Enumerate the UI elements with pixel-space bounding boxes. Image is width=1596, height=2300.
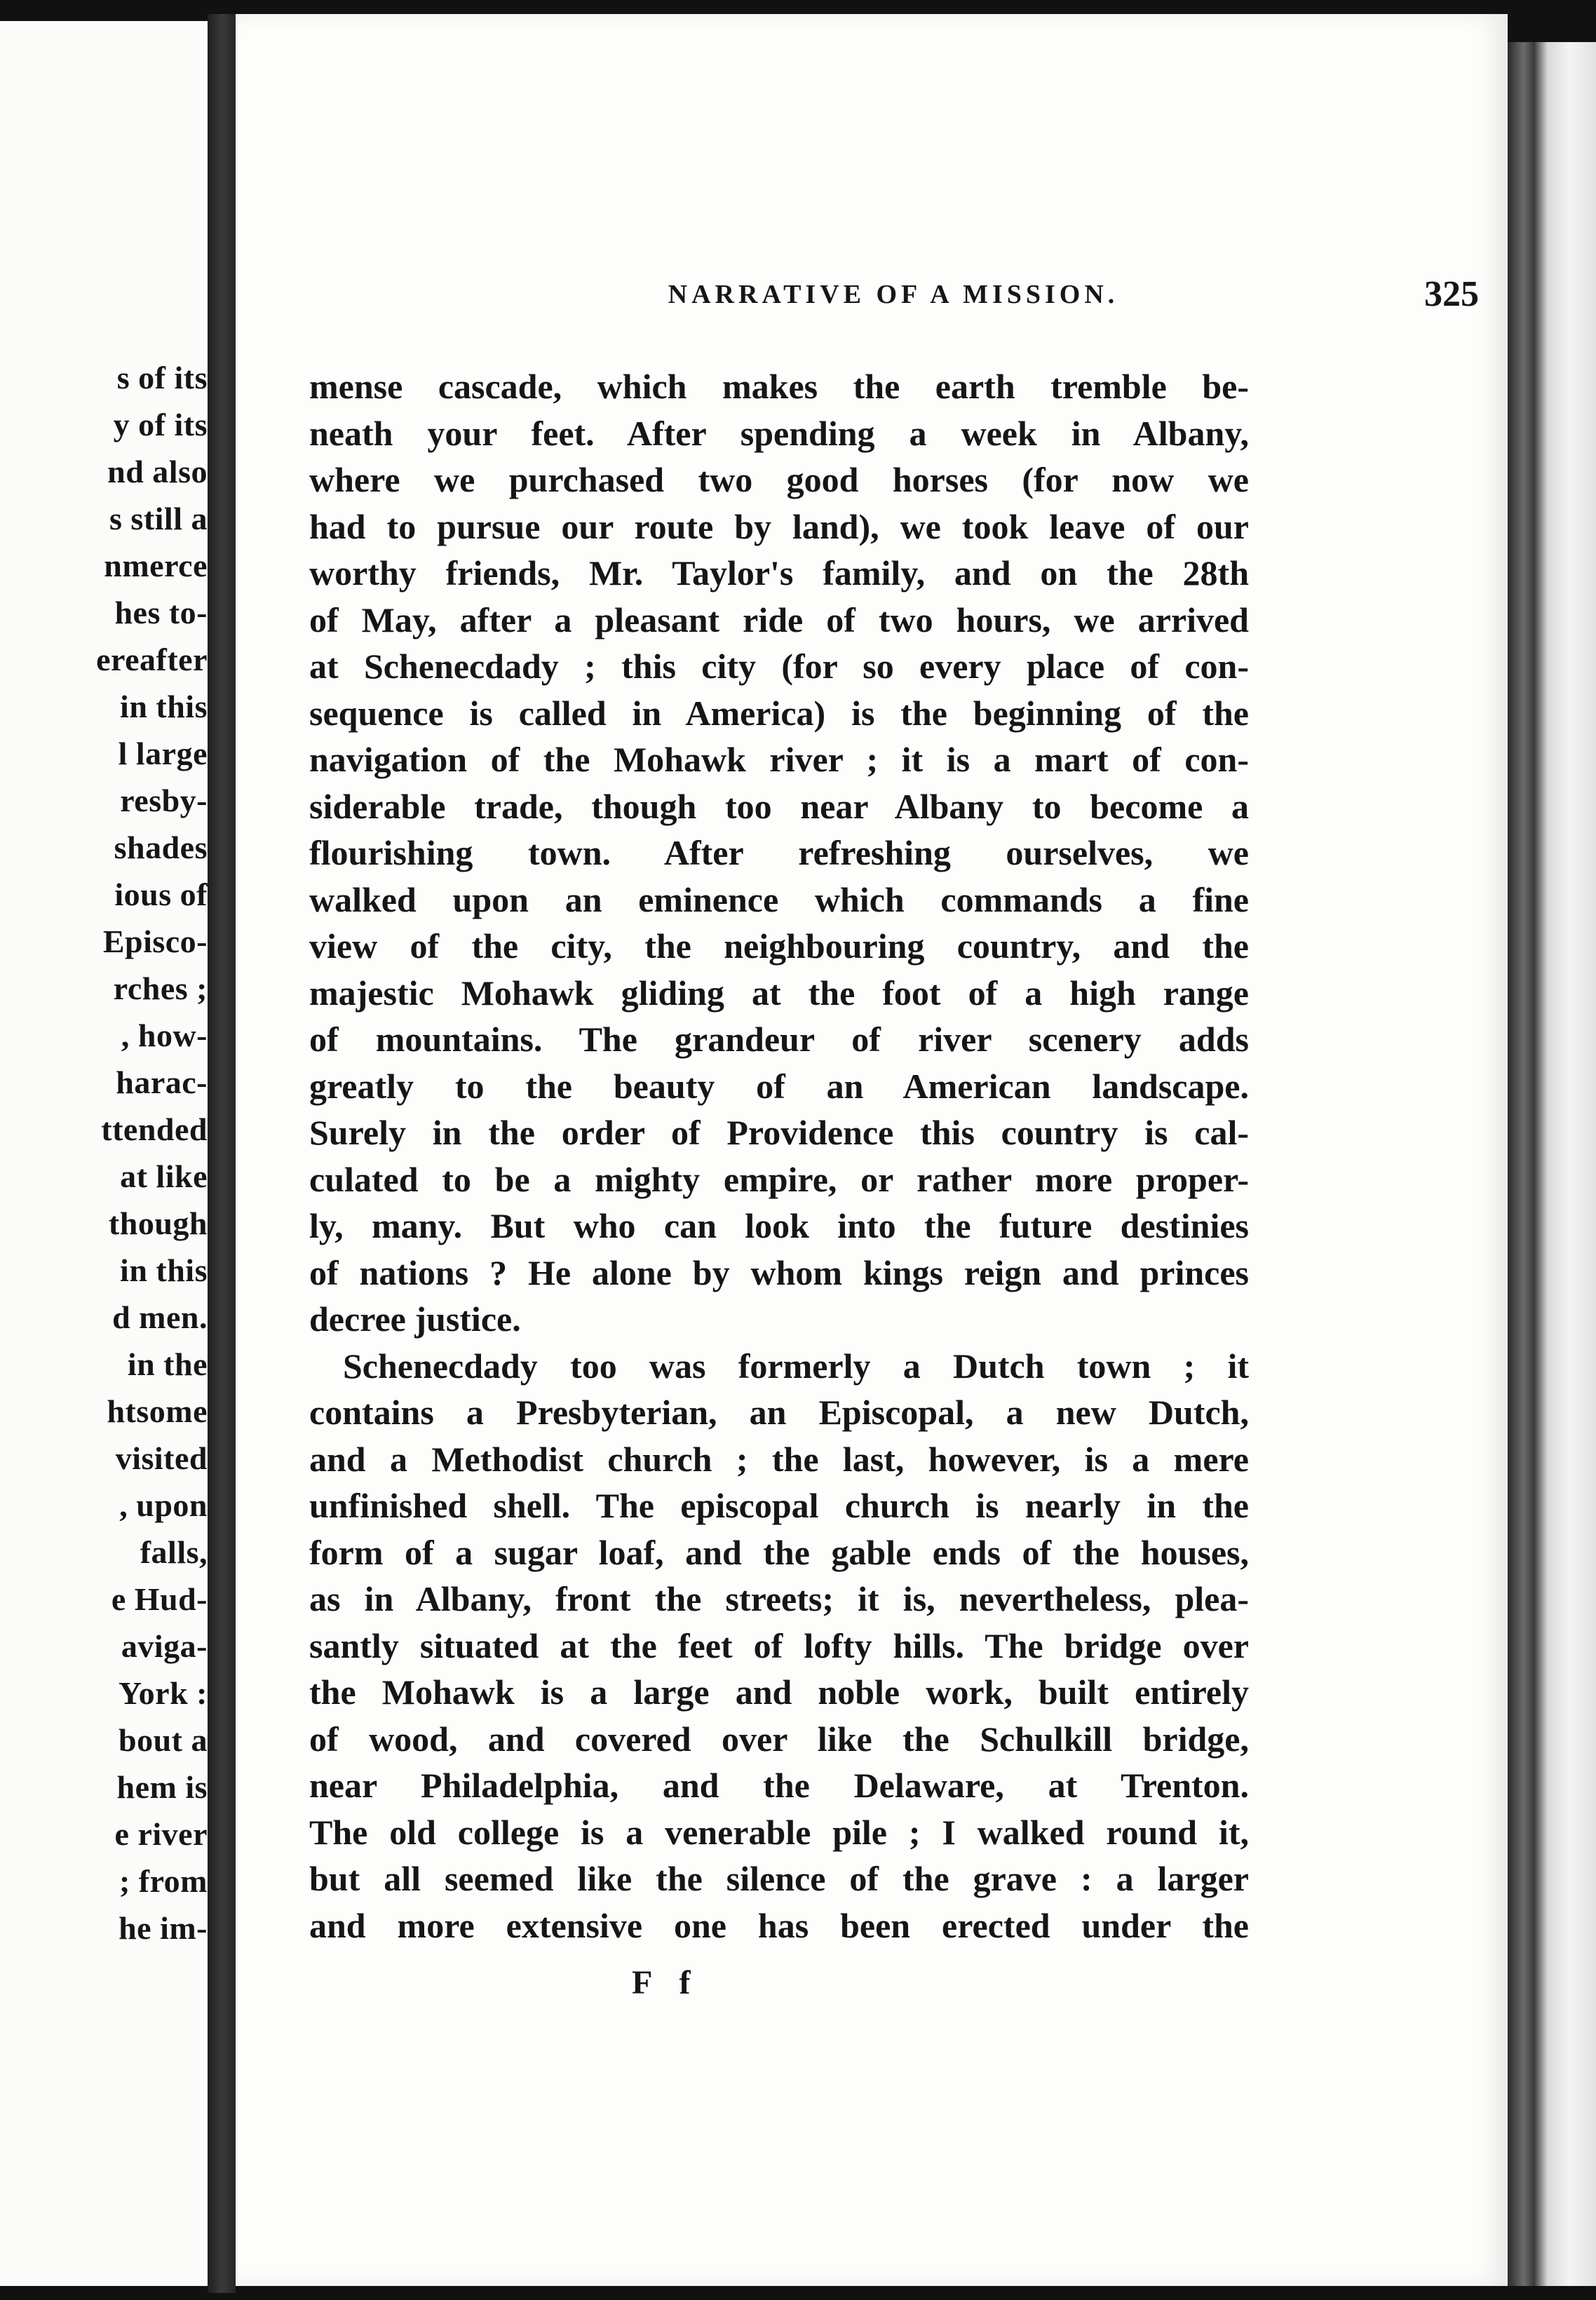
left-line: ereafter	[96, 642, 208, 677]
text-line: culated to be a mighty empire, or rather more proper-	[309, 1159, 1249, 1199]
left-line: Episco-	[102, 924, 208, 959]
left-line: d men.	[112, 1299, 208, 1335]
left-line: ttended	[101, 1111, 208, 1147]
text-line: majestic Mohawk gliding at the foot of a high range	[309, 973, 1249, 1013]
left-line: e Hud-	[111, 1581, 208, 1617]
text-line: decree justice.	[309, 1299, 521, 1339]
left-line: y of its	[113, 407, 208, 442]
left-line: at like	[120, 1158, 208, 1194]
text-line: and a Methodist church ; the last, however, is a mere	[309, 1439, 1249, 1479]
left-line: falls,	[140, 1534, 208, 1570]
page-number: 325	[1424, 274, 1479, 314]
text-line: sequence is called in America) is the beginning of the	[309, 693, 1249, 733]
text-line: at Schenecdady ; this city (for so every place of con-	[309, 647, 1249, 686]
text-line: ly, many. But who can look into the future destinies	[309, 1206, 1249, 1245]
page-edge-stack	[1508, 42, 1596, 2286]
text-line: but all seemed like the silence of the grave : a larger	[309, 1859, 1249, 1898]
text-line: where we purchased two good horses (for now we	[309, 460, 1249, 499]
text-line: walked upon an eminence which commands a fine	[309, 879, 1249, 919]
left-page-fragment	[0, 21, 208, 2286]
text-line: form of a sugar loaf, and the gable ends of the houses,	[309, 1532, 1249, 1572]
running-head: NARRATIVE OF A MISSION.	[668, 280, 1119, 309]
left-line: s still a	[109, 501, 208, 536]
page-header	[508, 270, 1479, 319]
left-line: in this	[120, 1252, 208, 1288]
text-line: contains a Presbyterian, an Episcopal, a new Dutch,	[309, 1393, 1249, 1432]
text-line: and more extensive one has been erected under the	[309, 1905, 1249, 1945]
text-line: The old college is a venerable pile ; I walked round it,	[309, 1812, 1249, 1852]
left-line: htsome	[107, 1393, 208, 1429]
text-line: santly situated at the feet of lofty hills. The bridge over	[309, 1625, 1249, 1665]
text-line: Surely in the order of Providence this country is cal-	[309, 1113, 1249, 1152]
text-line: view of the city, the neighbouring country, and the	[309, 926, 1249, 966]
left-line: bout a	[119, 1722, 208, 1758]
text-line: neath your feet. After spending a week in Albany,	[309, 413, 1249, 453]
left-line: ious of	[114, 877, 208, 912]
text-line: of nations ? He alone by whom kings reign and princes	[309, 1252, 1249, 1292]
left-line: , upon	[119, 1487, 208, 1523]
left-line: nmerce	[104, 548, 208, 583]
left-page-text	[0, 354, 208, 1951]
left-line: s of its	[116, 360, 208, 395]
text-line: worthy friends, Mr. Taylor's family, and on the 28th	[309, 553, 1249, 593]
signature-mark: F f	[632, 1964, 701, 2001]
left-line: ; from	[119, 1863, 208, 1899]
left-line: rches ;	[113, 970, 208, 1006]
text-line: the Mohawk is a large and noble work, built entirely	[309, 1672, 1249, 1712]
text-line: greatly to the beauty of an American landscape.	[309, 1066, 1249, 1106]
right-page	[236, 14, 1508, 2286]
text-line: flourishing town. After refreshing ourselves, we	[309, 833, 1249, 872]
left-line: in the	[127, 1346, 208, 1382]
left-line: e river	[114, 1816, 208, 1852]
text-line: of May, after a pleasant ride of two hours, we arrived	[309, 600, 1249, 640]
left-line: l large	[118, 736, 208, 771]
left-line: shades	[114, 830, 208, 865]
text-line: had to pursue our route by land), we took leave of our	[309, 506, 1249, 546]
left-line: hem is	[116, 1769, 208, 1805]
left-line: hes to-	[114, 595, 208, 630]
text-line: as in Albany, front the streets; it is, nevertheless, plea-	[309, 1579, 1249, 1618]
left-line: he im-	[119, 1910, 208, 1946]
left-line: resby-	[120, 783, 208, 818]
left-line: , how-	[121, 1017, 208, 1053]
left-line: aviga-	[121, 1628, 208, 1664]
text-line: of wood, and covered over like the Schulkill bridge,	[309, 1719, 1249, 1759]
text-line: unfinished shell. The episcopal church is nearly in the	[309, 1486, 1249, 1525]
text-line: mense cascade, which makes the earth tremble be-	[309, 367, 1249, 406]
left-line: visited	[115, 1440, 208, 1476]
text-line: near Philadelphia, and the Delaware, at Trenton.	[309, 1766, 1249, 1805]
left-line: in this	[120, 689, 208, 724]
text-line: of mountains. The grandeur of river scenery adds	[309, 1020, 1249, 1059]
text-line: Schenecdady too was formerly a Dutch town ; it	[343, 1346, 1249, 1386]
left-line: York :	[119, 1675, 208, 1711]
page-body	[309, 363, 1249, 1949]
left-line: nd also	[107, 454, 208, 489]
text-line: siderable trade, though too near Albany to become a	[309, 786, 1249, 826]
text-line: navigation of the Mohawk river ; it is a mart of con-	[309, 740, 1249, 779]
book-gutter	[208, 14, 236, 2293]
left-line: harac-	[116, 1064, 208, 1100]
left-line: though	[108, 1205, 208, 1241]
